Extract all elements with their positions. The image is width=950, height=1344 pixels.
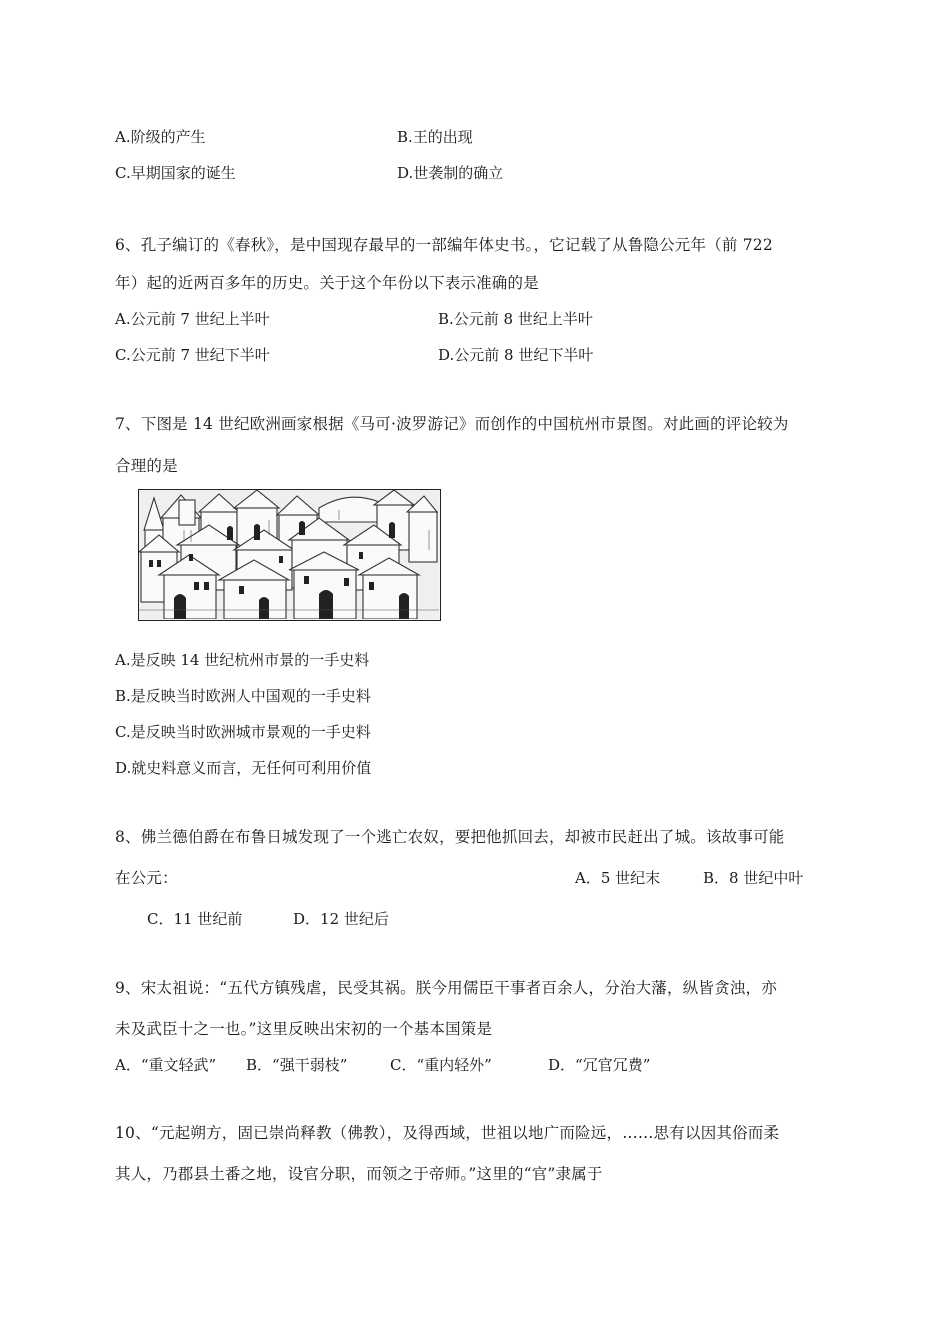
q6-option-b: B.公元前 8 世纪上半叶	[438, 310, 593, 328]
q9-option-b: B．“强干弱枝”	[246, 1056, 348, 1074]
q10-stem-line1: 10、“元起朔方，固已崇尚释教（佛教），及得西域，世祖以地广而险远，……思有以因其俗而柔	[115, 1124, 780, 1142]
q6-option-c: C.公元前 7 世纪下半叶	[115, 346, 270, 364]
q7-option-a: A.是反映 14 世纪杭州市景的一手史料	[115, 651, 370, 669]
q9-option-c: C．“重内轻外”	[390, 1056, 492, 1074]
q6-stem-line1: 6、孔子编订的《春秋》，是中国现存最早的一部编年体史书。，它记载了从鲁隐公元年（前 722	[115, 236, 773, 254]
q9-stem-line1: 9、宋太祖说：“五代方镇残虐，民受其祸。朕今用儒臣干事者百余人，分治大藩，纵皆贪浊，亦	[115, 979, 777, 997]
q5-option-c: C.早期国家的诞生	[115, 164, 236, 182]
q8-option-d: D．12 世纪后	[293, 910, 389, 928]
hangzhou-cityscape-illustration	[138, 489, 441, 621]
q5-option-a: A.阶级的产生	[115, 128, 206, 146]
q8-stem-line1: 8、佛兰德伯爵在布鲁日城发现了一个逃亡农奴，要把他抓回去，却被市民赶出了城。该故事可能	[115, 828, 785, 846]
q6-option-a: A.公元前 7 世纪上半叶	[115, 310, 270, 328]
q5-option-d: D.世袭制的确立	[397, 164, 504, 182]
q7-option-d: D.就史料意义而言，无任何可利用价值	[115, 759, 372, 777]
q9-option-d: D．“冗官冗费”	[548, 1056, 651, 1074]
q8-option-b: B．8 世纪中叶	[703, 869, 804, 887]
q8-stem-line2: 在公元：	[115, 869, 178, 887]
q7-stem-line2: 合理的是	[115, 457, 178, 475]
q9-option-a: A．“重文轻武”	[115, 1056, 217, 1074]
q8-option-c: C．11 世纪前	[147, 910, 243, 928]
q6-option-d: D.公元前 8 世纪下半叶	[438, 346, 594, 364]
q7-stem-line1: 7、下图是 14 世纪欧洲画家根据《马可·波罗游记》而创作的中国杭州市景图。对此画的评论较为	[115, 415, 789, 433]
q7-option-c: C.是反映当时欧洲城市景观的一手史料	[115, 723, 371, 741]
q7-option-b: B.是反映当时欧洲人中国观的一手史料	[115, 687, 371, 705]
q6-stem-line2: 年）起的近两百多年的历史。关于这个年份以下表示准确的是	[115, 274, 539, 292]
q5-option-b: B.王的出现	[397, 128, 473, 146]
q10-stem-line2: 其人，乃郡县土番之地，设官分职，而领之于帝师。”这里的“官”隶属于	[115, 1165, 603, 1183]
q9-stem-line2: 未及武臣十之一也。”这里反映出宋初的一个基本国策是	[115, 1020, 493, 1038]
q8-option-a: A．5 世纪末	[575, 869, 661, 887]
